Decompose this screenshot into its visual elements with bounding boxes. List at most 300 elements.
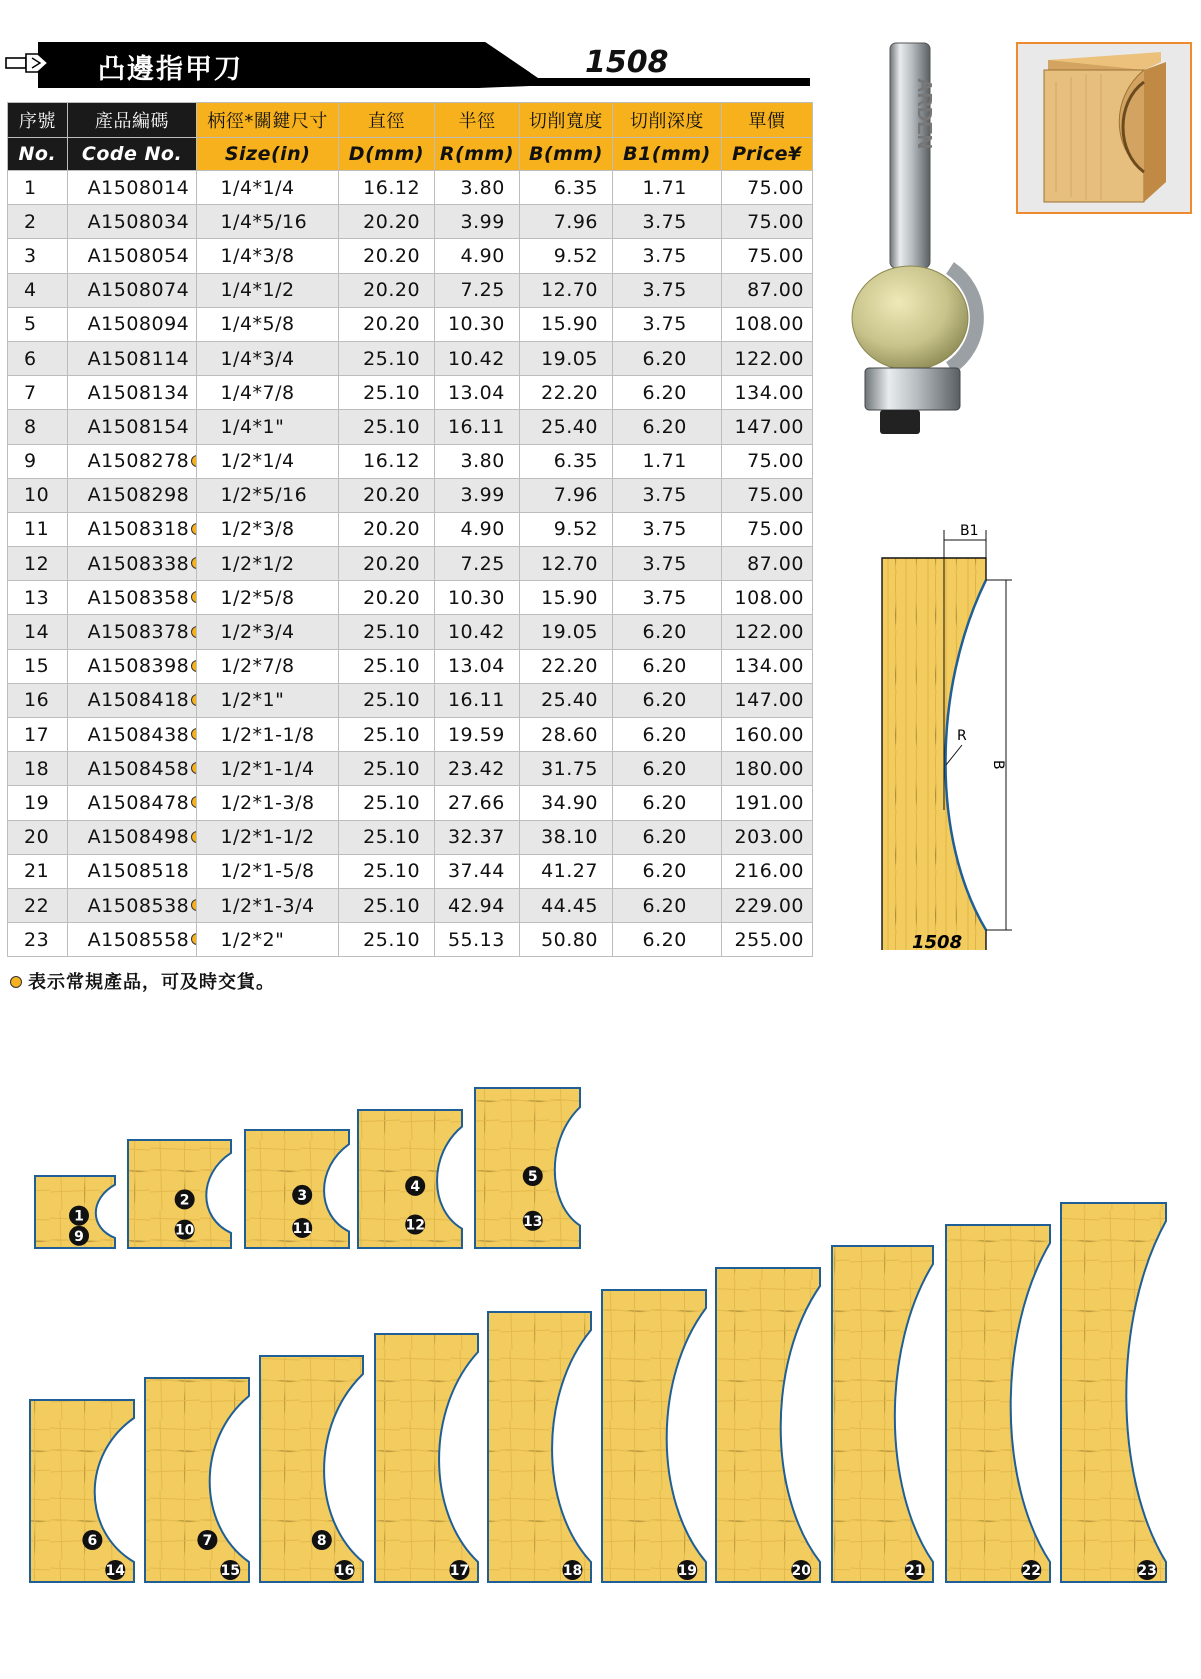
cell-b-text: 19.05 [541,347,598,370]
cell-no-text: 22 [24,894,50,917]
cell-d-text: 25.10 [363,860,421,883]
cell-b1-text: 6.20 [642,347,687,370]
cell-no [8,888,68,922]
cell-b [519,786,612,820]
cell-size-text: 1/2*1-5/8 [220,860,315,883]
cell-no [8,171,68,205]
profile-number-bottom [405,1215,425,1235]
cell-r-text: 10.30 [447,586,505,609]
profile-number-bottom [677,1560,697,1580]
cell-size-text: 1/2*5/8 [220,586,295,609]
profile-number-bottom [523,1211,543,1231]
cell-r-text: 32.37 [447,826,505,849]
cell-size-text: 1/4*3/4 [220,347,295,370]
cell-r [435,683,520,717]
profile-number-top-text: 4 [410,1178,421,1195]
cell-no-text: 4 [24,279,37,302]
cell-r-text: 13.04 [447,381,505,404]
cell-code-text: A1508558 [87,928,190,951]
cell-d [338,478,434,512]
cell-b1-text: 6.20 [642,621,687,644]
cell-price-text: 108.00 [734,313,804,336]
cell-b1 [613,786,722,820]
profile-number-top-text: 6 [87,1533,98,1549]
cell-no [8,923,68,957]
cell-no [8,581,68,615]
cell-code [67,752,197,786]
stock-dot-icon [191,762,197,774]
table-row [8,341,813,375]
cell-b [519,683,612,717]
cell-r [435,512,520,546]
cell-size [197,888,338,922]
cell-r [435,341,520,375]
stock-dot-icon [191,899,197,911]
diagram-model: 1508 [912,932,963,950]
cell-d [338,683,434,717]
cell-price-text: 122.00 [734,347,804,370]
cell-d-text: 20.20 [363,313,421,336]
cell-d-text: 25.10 [363,757,421,780]
th-b-en: B(mm) [519,138,612,171]
cell-code-text: A1508154 [87,415,190,438]
cell-code [67,854,197,888]
table-row [8,171,813,205]
cell-b1-text: 1.71 [642,176,687,199]
cell-r [435,478,520,512]
cell-b-text: 15.90 [541,313,598,336]
cell-b1 [613,683,722,717]
cell-price [721,307,812,341]
cell-price-text: 255.00 [734,928,804,951]
cell-size [197,444,338,478]
cell-price [721,547,812,581]
cell-price [721,820,812,854]
cell-b1-text: 1.71 [642,450,687,473]
cell-b1 [613,615,722,649]
cell-code-text: A1508318 [87,518,190,541]
profile-number-bottom [175,1220,195,1240]
cell-price [721,718,812,752]
cell-r-text: 55.13 [447,928,505,951]
cell-no-text: 3 [24,244,37,267]
profile-number-bottom [334,1560,354,1580]
cell-no [8,512,68,546]
table-row [8,444,813,478]
cell-price [721,923,812,957]
cell-code [67,923,197,957]
profile-number-top [405,1176,425,1196]
cell-size-text: 1/4*5/8 [220,313,295,336]
cell-r [435,923,520,957]
cell-b1 [613,854,722,888]
cell-d-text: 25.10 [363,655,421,678]
label-b1: B1 [960,523,979,539]
cell-no [8,718,68,752]
cell-b1 [613,547,722,581]
profile-number-bottom-text: 13 [523,1213,543,1230]
cell-b1-text: 3.75 [642,210,687,233]
cell-size-text: 1/4*3/8 [220,244,295,267]
cell-no [8,307,68,341]
cell-price [721,341,812,375]
cell-size [197,478,338,512]
cell-b-text: 41.27 [541,860,598,883]
cell-b1 [613,478,722,512]
cell-b1-text: 3.75 [642,484,687,507]
table-row [8,581,813,615]
th-code-cn: 產品編碼 [67,103,197,138]
cell-b1-text: 6.20 [642,791,687,814]
cell-size [197,752,338,786]
cell-size [197,171,338,205]
profile-number-bottom-text: 16 [334,1563,355,1579]
stock-dot-icon [191,694,197,706]
cell-r [435,171,520,205]
cell-d-text: 20.20 [363,210,421,233]
profile-thumb [30,1400,134,1582]
cell-b [519,718,612,752]
cell-price-text: 122.00 [734,621,804,644]
profile-number-top-text: 5 [527,1169,538,1185]
cell-d-text: 20.20 [363,244,421,267]
th-d-cn: 直徑 [338,103,434,138]
cell-r-text: 16.11 [447,415,505,438]
profile-number-bottom-text: 18 [562,1563,583,1579]
cell-b-text: 44.45 [541,894,598,917]
cell-no-text: 5 [24,313,37,336]
cell-b1 [613,649,722,683]
cell-no-text: 17 [24,723,50,746]
cell-code-text: A1508418 [87,689,190,712]
cell-size [197,205,338,239]
cell-b1-text: 3.75 [642,586,687,609]
cell-size [197,307,338,341]
cell-size-text: 1/4*5/16 [220,210,308,233]
cell-b [519,307,612,341]
cell-b1 [613,410,722,444]
th-size-cn: 柄徑*關鍵尺寸 [197,103,338,138]
cell-b-text: 12.70 [541,279,598,302]
cell-b-text: 22.20 [541,381,598,404]
profile-number-bottom-text: 15 [220,1563,241,1579]
th-b1-en: B1(mm) [613,138,722,171]
header-row-cn [8,103,813,138]
cell-b1 [613,239,722,273]
cell-size [197,615,338,649]
cell-b1 [613,820,722,854]
cell-r-text: 3.80 [460,176,505,199]
cell-code [67,888,197,922]
profile-number-top-text: 1 [74,1208,84,1225]
cell-price-text: 203.00 [734,826,804,849]
th-code-en: Code No. [67,138,197,171]
cell-r-text: 4.90 [460,518,505,541]
cell-r [435,752,520,786]
cell-r [435,718,520,752]
cell-size [197,786,338,820]
cell-no-text: 19 [24,791,50,814]
cell-code-text: A1508094 [87,313,190,336]
profile-thumb [946,1225,1050,1582]
cell-price-text: 229.00 [734,894,804,917]
cell-b-text: 12.70 [541,552,598,575]
cell-b [519,444,612,478]
cell-b1 [613,444,722,478]
th-r-en: R(mm) [435,138,520,171]
profile-number-bottom [562,1560,582,1580]
cell-d [338,376,434,410]
cell-price [721,171,812,205]
profile-number-bottom-text: 23 [1137,1563,1157,1579]
table-row [8,752,813,786]
th-no-cn: 序號 [8,103,68,138]
cell-r [435,205,520,239]
cell-price [721,786,812,820]
cell-r [435,888,520,922]
cell-code [67,273,197,307]
cell-b1 [613,752,722,786]
cell-price-text: 134.00 [734,655,804,678]
cell-no [8,786,68,820]
cell-b1-text: 6.20 [642,415,687,438]
cell-price-text: 216.00 [734,860,804,883]
cell-b1-text: 3.75 [642,518,687,541]
cell-d-text: 25.10 [363,928,421,951]
cell-r-text: 42.94 [447,894,505,917]
cell-code [67,649,197,683]
cell-r [435,786,520,820]
table-row [8,547,813,581]
cell-size [197,341,338,375]
cell-r-text: 23.42 [447,757,505,780]
cell-d [338,615,434,649]
dimension-diagram [862,510,1012,950]
cell-code-text: A1508458 [87,757,190,780]
cell-b [519,205,612,239]
cell-r-text: 10.42 [447,347,505,370]
cell-r [435,273,520,307]
profile-number-top [523,1166,543,1186]
stock-dot-icon [191,728,197,740]
cell-no [8,820,68,854]
cell-price [721,478,812,512]
cell-b1 [613,205,722,239]
cell-b [519,171,612,205]
cell-b [519,649,612,683]
cell-size-text: 1/2*1/2 [220,552,295,575]
cell-b1-text: 6.20 [642,757,687,780]
cell-r-text: 19.59 [447,723,505,746]
cell-b1-text: 3.75 [642,279,687,302]
th-b1-cn: 切削深度 [613,103,722,138]
cell-b-text: 9.52 [553,244,598,267]
stock-dot-icon [191,455,197,467]
cell-price [721,615,812,649]
cell-d [338,444,434,478]
th-no-en: No. [8,138,68,171]
cell-b [519,376,612,410]
cell-no [8,376,68,410]
cell-b1 [613,718,722,752]
cell-size-text: 1/2*2" [220,928,285,951]
cell-size [197,820,338,854]
cell-no-text: 18 [24,757,50,780]
cell-code [67,547,197,581]
profile-number-bottom [1021,1560,1041,1580]
cell-size [197,273,338,307]
profile-thumb [260,1356,363,1582]
cell-size [197,512,338,546]
cell-b [519,854,612,888]
table-row [8,649,813,683]
cell-no [8,752,68,786]
cell-no-text: 9 [24,450,37,473]
cell-code-text: A1508538 [87,894,190,917]
cell-price [721,581,812,615]
cell-no [8,615,68,649]
profile-number-bottom [220,1560,240,1580]
stock-dot-icon [191,796,197,808]
cell-d-text: 25.10 [363,894,421,917]
cell-no [8,854,68,888]
profile-thumb [145,1378,249,1582]
table-row [8,854,813,888]
cell-code-text: A1508054 [87,244,190,267]
cell-b1-text: 3.75 [642,244,687,267]
table-row [8,307,813,341]
cell-no-text: 10 [24,484,50,507]
cell-code [67,171,197,205]
table-row [8,205,813,239]
cell-b [519,547,612,581]
cell-size [197,683,338,717]
profile-number-top-text: 2 [179,1192,190,1209]
cell-code [67,786,197,820]
model-number: 1508 [585,45,669,80]
cell-b1-text: 6.20 [642,655,687,678]
cell-code-text: A1508298 [87,484,190,507]
profile-thumb [832,1246,933,1582]
label-r: R [957,728,967,744]
th-size-en: Size(in) [197,138,338,171]
cell-b [519,752,612,786]
cell-price-text: 75.00 [747,176,804,199]
cell-d-text: 25.10 [363,621,421,644]
profile-number-bottom-text: 10 [174,1222,195,1239]
th-b-cn: 切削寬度 [519,103,612,138]
cell-no-text: 23 [24,928,50,951]
cell-b1 [613,171,722,205]
profile-thumb [488,1312,591,1582]
cell-size-text: 1/2*1-3/4 [220,894,315,917]
cell-b-text: 9.52 [553,518,598,541]
cell-code [67,307,197,341]
cell-r-text: 13.04 [447,655,505,678]
profile-thumb [1061,1203,1166,1582]
cell-d-text: 16.12 [363,450,421,473]
stock-dot-icon [191,933,197,945]
profile-number-bottom-text: 21 [905,1563,925,1579]
cell-r-text: 4.90 [460,244,505,267]
cell-code [67,718,197,752]
cell-d [338,171,434,205]
cell-r-text: 3.99 [460,484,505,507]
cell-d [338,649,434,683]
cell-size [197,854,338,888]
cell-b-text: 6.35 [553,450,598,473]
cell-d [338,752,434,786]
cell-price-text: 160.00 [734,723,804,746]
cell-code-text: A1508014 [87,176,190,199]
cell-b-text: 25.40 [541,689,598,712]
cell-b [519,478,612,512]
th-price-en: Price¥ [721,138,812,171]
table-row [8,786,813,820]
cell-price [721,854,812,888]
stock-dot-icon [191,626,197,638]
cell-b [519,615,612,649]
cell-d-text: 25.10 [363,415,421,438]
profile-number-top [197,1530,217,1550]
cell-d-text: 25.10 [363,723,421,746]
cell-r-text: 27.66 [447,791,505,814]
cell-b1-text: 6.20 [642,689,687,712]
cell-d-text: 25.10 [363,689,421,712]
th-price-cn: 單價 [721,103,812,138]
cell-b1 [613,307,722,341]
cell-code-text: A1508034 [87,210,190,233]
stock-dot-icon [191,523,197,535]
cell-code [67,341,197,375]
th-d-en: D(mm) [338,138,434,171]
cell-size-text: 1/2*1-1/2 [220,826,315,849]
cell-b-text: 7.96 [553,484,598,507]
cell-no-text: 1 [24,176,37,199]
cell-code-text: A1508074 [87,279,190,302]
table-row [8,512,813,546]
cell-size [197,547,338,581]
cell-size-text: 1/2*1-1/8 [220,723,315,746]
cell-r-text: 10.30 [447,313,505,336]
profile-number-bottom [905,1560,925,1580]
cell-code-text: A1508358 [87,586,190,609]
cell-no-text: 21 [24,860,50,883]
cell-code-text: A1508438 [87,723,190,746]
cell-r-text: 3.99 [460,210,505,233]
cell-r [435,820,520,854]
cell-no [8,205,68,239]
cell-no [8,444,68,478]
cell-d [338,718,434,752]
profile-number-top [69,1206,89,1226]
profile-number-top-text: 3 [297,1187,308,1204]
cell-no-text: 7 [24,381,37,404]
cell-price-text: 87.00 [747,279,804,302]
cell-r [435,444,520,478]
cell-code [67,581,197,615]
cell-b1-text: 6.20 [642,894,687,917]
page-title: 凸邊指甲刀 [98,54,243,85]
cell-code-text: A1508338 [87,552,190,575]
cell-d-text: 25.10 [363,791,421,814]
cell-r-text: 7.25 [460,552,505,575]
cell-b1-text: 6.20 [642,860,687,883]
cell-d [338,581,434,615]
cell-size-text: 1/4*7/8 [220,381,295,404]
table-row [8,478,813,512]
cell-no [8,239,68,273]
